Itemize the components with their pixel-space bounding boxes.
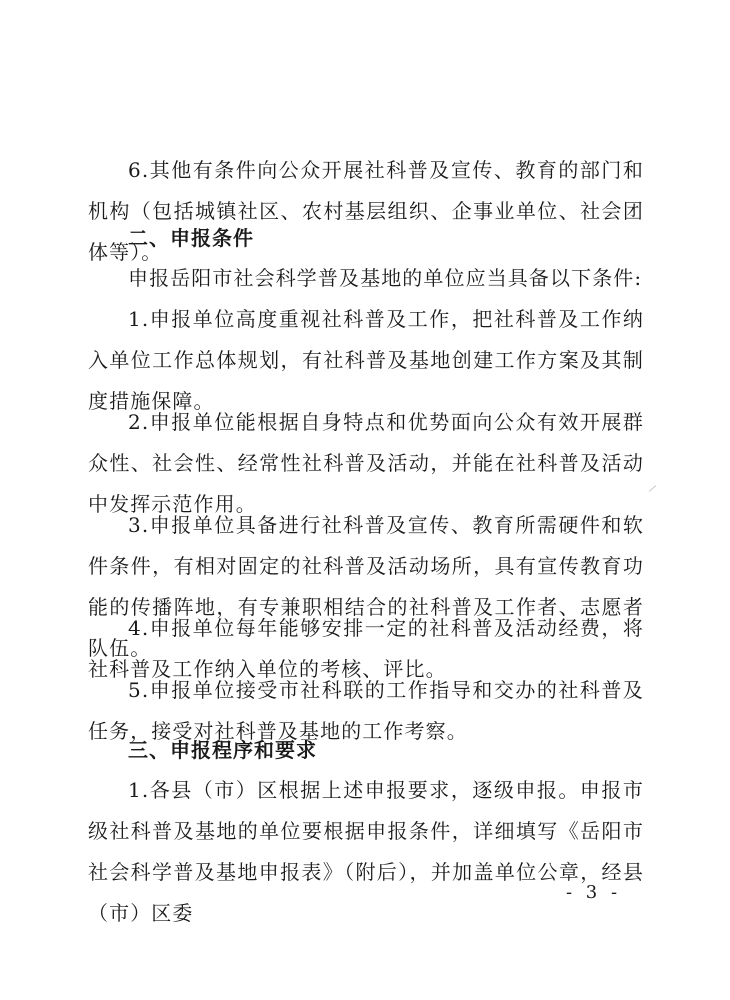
paragraph-condition-5: 5.申报单位接受市社科联的工作指导和交办的社科普及任务，接受对社科普及基地的工作考察。 [88,678,644,743]
paragraph-procedure-1: 1.各县（市）区根据上述申报要求，逐级申报。申报市级社科普及基地的单位要根据申报条件，详细填写《岳阳市社会科学普及基地申报表》（附后），并加盖单位公章，经县（市）区委 [88,778,644,925]
paragraph-condition-2: 2.申报单位能根据自身特点和优势面向公众有效开展群众性、社会性、经常性社科普及活动，并能在社科普及活动中发挥示范作用。 [88,410,644,516]
section-heading-procedure-requirements: 三、申报程序和要求 [128,738,317,762]
paragraph-condition-1: 1.申报单位高度重视社科普及工作，把社科普及工作纳入单位工作总体规划，有社科普及基地创建工作方案及其制度措施保障。 [88,307,644,413]
paragraph-conditions-intro: 申报岳阳市社会科学普及基地的单位应当具备以下条件: [128,266,643,290]
page-number: - 3 - [566,882,622,903]
paragraph-condition-4: 4.申报单位每年能够安排一定的社科普及活动经费，将社科普及工作纳入单位的考核、评比。 [88,616,644,681]
paragraph-item-6: 6.其他有条件向公众开展社科普及宣传、教育的部门和机构（包括城镇社区、农村基层组织、企事业单位、社会团体等）。 [88,158,644,264]
section-heading-application-conditions: 二、申报条件 [128,226,254,250]
paragraph-condition-3: 3.申报单位具备进行社科普及宣传、教育所需硬件和软件条件，有相对固定的社科普及活动场所，具有宣传教育功能的传播阵地，有专兼职相结合的社科普及工作者、志愿者队伍。 [88,513,644,660]
scan-artifact [649,485,657,492]
